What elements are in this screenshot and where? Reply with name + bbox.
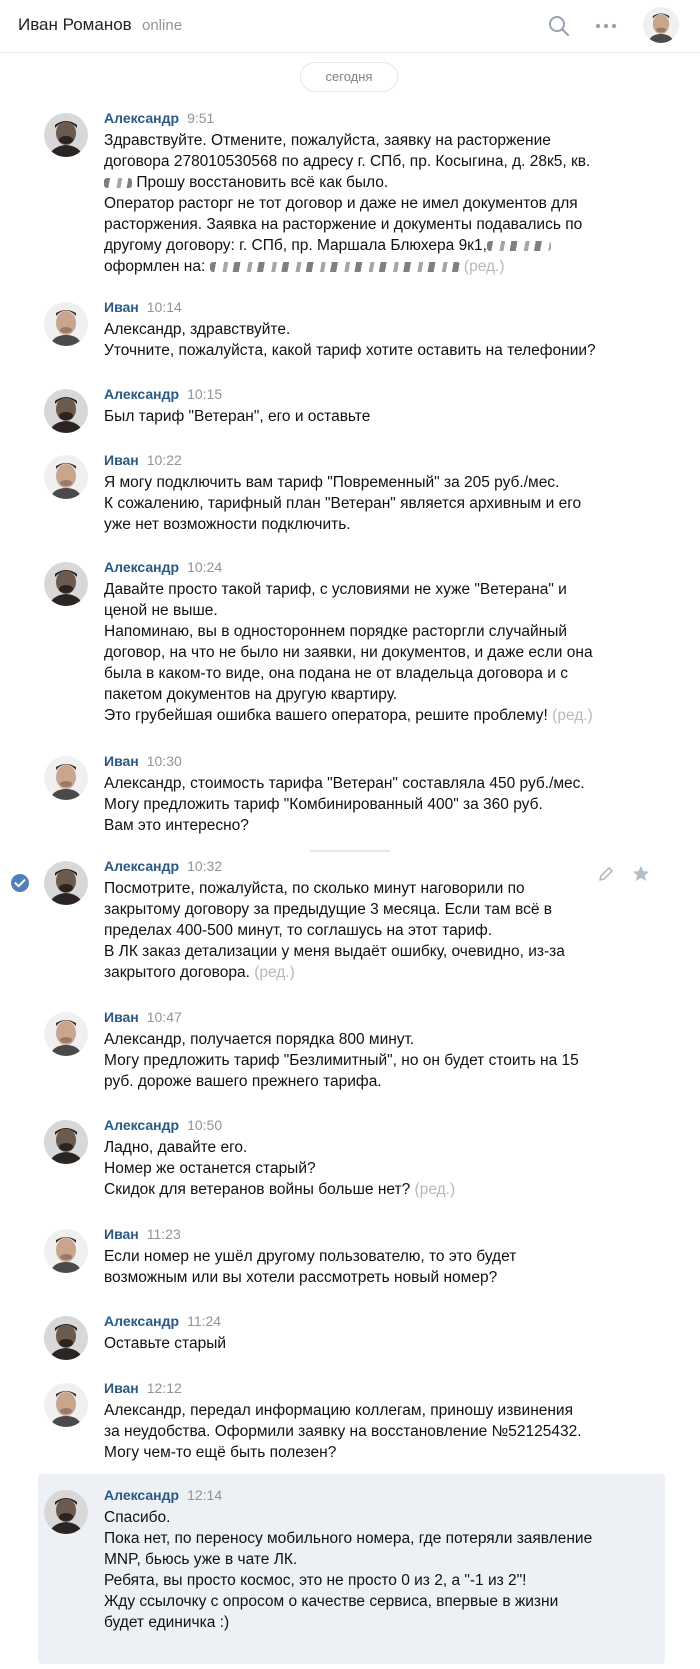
chat-header xyxy=(0,0,700,53)
message-text: Александр, получается порядка 800 минут. Могу предложить тариф "Безлимитный", но он будет стоить на 15 руб. дороже вашего прежнего тарифа. xyxy=(104,1031,579,1090)
message-author[interactable]: Иван 10:22 xyxy=(104,452,182,468)
message-author[interactable]: Александр 11:24 xyxy=(104,1313,222,1329)
message-author[interactable]: Александр 9:51 xyxy=(104,110,215,126)
message-time: 10:24 xyxy=(187,559,223,575)
message-text: Здравствуйте. Отмените, пожалуйста, заявку на расторжение договора 278010530568 по адресу г. СПб, пр. Косыгина, д. 28к5, кв. Прошу восстановить всё как было. Оператор расторг не тот договор и даже не имел документов для расторжения. Заявка на расторжение и документы подавались по другому договору: г. СПб, пр. Маршала Блюхера 9к1, оформлен на: (ред.) xyxy=(104,132,591,275)
message-text: Александр, стоимость тарифа "Ветеран" составляла 450 руб./мес. Могу предложить тариф "Комбинированный 400" за 360 руб. Вам это интересно? xyxy=(104,775,585,834)
message-time: 9:51 xyxy=(187,110,215,126)
message-author[interactable]: Александр 10:15 xyxy=(104,386,223,402)
message-text: Оставьте старый xyxy=(104,1335,227,1352)
star-icon[interactable] xyxy=(631,864,651,884)
message-text: Александр, передал информацию коллегам, приношу извинения за неудобства. Оформили заявку на восстановление №52125432. Могу чем-то ещё быть полезен? xyxy=(104,1402,582,1461)
edited-label: (ред.) xyxy=(254,964,295,981)
more-icon[interactable] xyxy=(593,16,619,36)
avatar[interactable] xyxy=(44,562,88,606)
search-icon[interactable] xyxy=(548,15,570,37)
avatar[interactable] xyxy=(44,1316,88,1360)
check-circle-icon[interactable] xyxy=(10,873,30,893)
avatar[interactable] xyxy=(44,1383,88,1427)
message-text: Был тариф "Ветеран", его и оставьте xyxy=(104,408,371,425)
date-separator: сегодня xyxy=(300,62,398,92)
message-time: 11:23 xyxy=(146,1226,181,1242)
avatar[interactable] xyxy=(44,113,88,157)
message-time: 10:22 xyxy=(146,452,182,468)
message-time: 10:50 xyxy=(187,1117,223,1133)
message-time: 11:24 xyxy=(187,1313,222,1329)
message-author[interactable]: Александр 12:14 xyxy=(104,1487,223,1503)
avatar[interactable] xyxy=(44,1229,88,1273)
contact-avatar[interactable] xyxy=(643,7,679,43)
message-text: Спасибо. Пока нет, по переносу мобильного номера, где потеряли заявление MNP, бьюсь уже в чате ЛК. Ребята, вы просто космос, это не просто 0 из 2, а "-1 из 2"! Жду ссылочку с опросом о качестве сервиса, впервые в жизни будет единичка :) xyxy=(104,1509,593,1631)
redacted-block xyxy=(104,178,132,188)
message-author[interactable]: Иван 10:14 xyxy=(104,299,182,315)
message-time: 10:30 xyxy=(146,753,182,769)
message-time: 10:15 xyxy=(187,386,223,402)
message-author[interactable]: Александр 10:50 xyxy=(104,1117,223,1133)
message-time: 10:47 xyxy=(146,1009,182,1025)
message-author[interactable]: Иван 12:12 xyxy=(104,1380,182,1396)
edited-label: (ред.) xyxy=(552,707,593,724)
message-time: 10:32 xyxy=(187,858,223,874)
message-author[interactable]: Александр 10:32 xyxy=(104,858,223,874)
message-text: Ладно, давайте его. Номер же останется старый? Скидок для ветеранов войны больше нет? (ред.) xyxy=(104,1139,456,1198)
contact-status: online xyxy=(142,17,183,34)
message-author[interactable]: Александр 10:24 xyxy=(104,559,223,575)
avatar[interactable] xyxy=(44,861,88,905)
redacted-block xyxy=(210,262,460,272)
avatar[interactable] xyxy=(44,455,88,499)
avatar[interactable] xyxy=(44,389,88,433)
message-time: 12:12 xyxy=(146,1380,182,1396)
unread-divider xyxy=(310,850,390,852)
message-text: Давайте просто такой тариф, с условиями не хуже "Ветерана" и ценой не выше. Напоминаю, вы в одностороннем порядке расторгли случайный договор, на что не было ни заявки, ни документов, и даже если она была в каком-то виде, она подана не от владельца договора и с пакетом документов на другую квартиру. Это грубейшая ошибка вашего оператора, решите проблему! (ред.) xyxy=(104,581,593,724)
redacted-block xyxy=(487,241,551,251)
avatar[interactable] xyxy=(44,1490,88,1534)
message-text: Если номер не ушёл другому пользователю, то это будет возможным или вы хотели рассмотреть новый номер? xyxy=(104,1248,517,1286)
message-author[interactable]: Иван 10:30 xyxy=(104,753,182,769)
message-author[interactable]: Иван 11:23 xyxy=(104,1226,181,1242)
edited-label: (ред.) xyxy=(463,258,505,275)
message-text: Александр, здравствуйте. Уточните, пожалуйста, какой тариф хотите оставить на телефонии? xyxy=(104,321,596,359)
avatar[interactable] xyxy=(44,1120,88,1164)
message-text: Я могу подключить вам тариф "Повременный" за 205 руб./мес. К сожалению, тарифный план "Ветеран" является архивным и его уже нет возможности подключить. xyxy=(104,474,582,533)
avatar[interactable] xyxy=(44,756,88,800)
contact-name[interactable]: Иван Романов xyxy=(18,15,132,34)
message-time: 10:14 xyxy=(146,299,182,315)
message-author[interactable]: Иван 10:47 xyxy=(104,1009,182,1025)
avatar[interactable] xyxy=(44,1012,88,1056)
message-text: Посмотрите, пожалуйста, по сколько минут наговорили по закрытому договору за предыдущие 3 месяца. Если там всё в пределах 400-500 минут, то соглашусь на этот тариф. В ЛК заказ детализации у меня выдаёт ошибку, очевидно, из-за закрытого договора. (ред.) xyxy=(104,880,565,981)
message-time: 12:14 xyxy=(187,1487,223,1503)
avatar[interactable] xyxy=(44,302,88,346)
edited-label: (ред.) xyxy=(414,1181,456,1198)
